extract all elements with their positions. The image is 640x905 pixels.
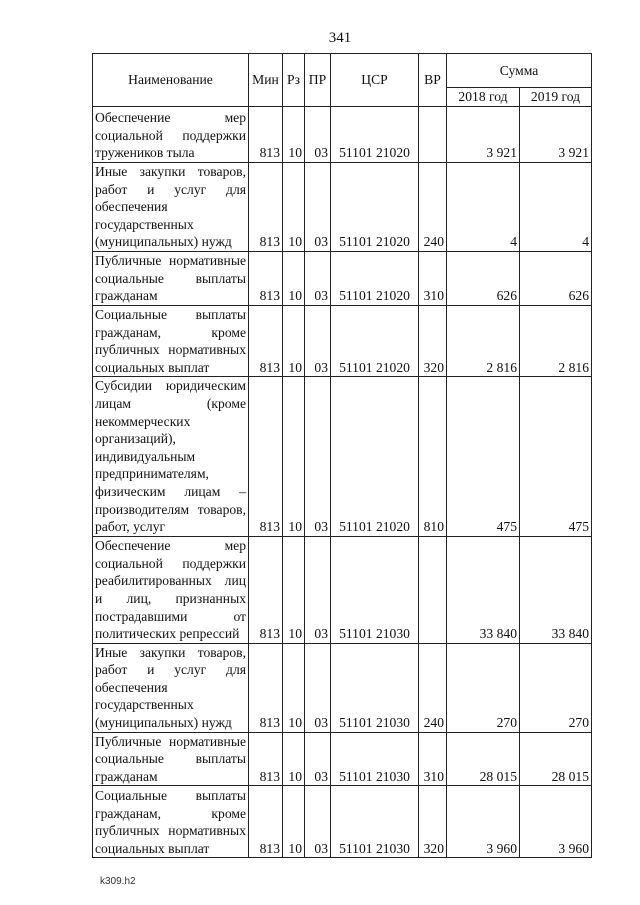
cell-csr: 51101 21030 bbox=[331, 536, 419, 643]
cell-2018: 270 bbox=[447, 643, 520, 732]
cell-2018: 33 840 bbox=[447, 536, 520, 643]
cell-rz: 10 bbox=[283, 377, 305, 536]
cell-2018: 3 921 bbox=[447, 107, 520, 163]
table-row bbox=[93, 305, 592, 376]
cell-min: 813 bbox=[249, 536, 283, 643]
header-year-2018: 2018 год bbox=[447, 88, 520, 107]
row-name: Социальные выплаты гражданам, кроме публичных нормативных социальных выплат bbox=[93, 305, 249, 376]
table-header bbox=[93, 54, 592, 107]
cell-vr: 310 bbox=[419, 732, 447, 786]
cell-pr: 03 bbox=[305, 163, 331, 252]
cell-2019: 33 840 bbox=[520, 536, 592, 643]
cell-2019: 475 bbox=[520, 377, 592, 536]
cell-rz: 10 bbox=[283, 305, 305, 376]
table-row bbox=[93, 786, 592, 858]
cell-rz: 10 bbox=[283, 786, 305, 858]
cell-vr: 240 bbox=[419, 643, 447, 732]
cell-2019: 3 921 bbox=[520, 107, 592, 163]
cell-vr bbox=[419, 107, 447, 163]
cell-vr: 320 bbox=[419, 786, 447, 858]
table-row bbox=[93, 251, 592, 305]
cell-pr: 03 bbox=[305, 107, 331, 163]
cell-csr: 51101 21030 bbox=[331, 732, 419, 786]
cell-rz: 10 bbox=[283, 536, 305, 643]
row-name: Иные закупки товаров, работ и услуг для обеспечения государственных (муниципальных) нужд bbox=[93, 643, 249, 732]
header-name: Наименование bbox=[93, 54, 249, 107]
cell-csr: 51101 21020 bbox=[331, 107, 419, 163]
page-number: 341 bbox=[328, 30, 352, 46]
table-row bbox=[93, 643, 592, 732]
cell-min: 813 bbox=[249, 643, 283, 732]
cell-2018: 28 015 bbox=[447, 732, 520, 786]
cell-pr: 03 bbox=[305, 643, 331, 732]
cell-csr: 51101 21030 bbox=[331, 786, 419, 858]
cell-pr: 03 bbox=[305, 536, 331, 643]
cell-vr: 310 bbox=[419, 251, 447, 305]
cell-pr: 03 bbox=[305, 732, 331, 786]
row-name: Субсидии юридическим лицам (кроме некоммерческих организаций), индивидуальным предпринимателям, физическим лицам – производителям товаров, работ, услуг bbox=[93, 377, 249, 536]
cell-csr: 51101 21020 bbox=[331, 251, 419, 305]
table-row bbox=[93, 732, 592, 786]
cell-vr: 320 bbox=[419, 305, 447, 376]
header-pr: ПР bbox=[305, 54, 331, 107]
cell-2018: 4 bbox=[447, 163, 520, 252]
cell-pr: 03 bbox=[305, 251, 331, 305]
cell-csr: 51101 21020 bbox=[331, 163, 419, 252]
cell-min: 813 bbox=[249, 305, 283, 376]
cell-rz: 10 bbox=[283, 251, 305, 305]
header-sum: Сумма bbox=[447, 54, 592, 88]
cell-min: 813 bbox=[249, 107, 283, 163]
cell-2018: 2 816 bbox=[447, 305, 520, 376]
cell-min: 813 bbox=[249, 786, 283, 858]
cell-rz: 10 bbox=[283, 107, 305, 163]
row-name: Обеспечение мер социальной поддержки тружеников тыла bbox=[93, 107, 249, 163]
row-name: Публичные нормативные социальные выплаты гражданам bbox=[93, 732, 249, 786]
budget-table bbox=[92, 53, 592, 858]
cell-2019: 2 816 bbox=[520, 305, 592, 376]
cell-min: 813 bbox=[249, 732, 283, 786]
footer-code: k309.h2 bbox=[100, 876, 136, 887]
header-year-2019: 2019 год bbox=[520, 88, 592, 107]
row-name: Социальные выплаты гражданам, кроме публичных нормативных социальных выплат bbox=[93, 786, 249, 858]
row-name: Обеспечение мер социальной поддержки реабилитированных лиц и лиц, признанных пострадавшими от политических репрессий bbox=[93, 536, 249, 643]
cell-min: 813 bbox=[249, 251, 283, 305]
cell-2019: 270 bbox=[520, 643, 592, 732]
cell-rz: 10 bbox=[283, 163, 305, 252]
cell-min: 813 bbox=[249, 377, 283, 536]
cell-csr: 51101 21020 bbox=[331, 377, 419, 536]
table-row bbox=[93, 107, 592, 163]
cell-csr: 51101 21020 bbox=[331, 305, 419, 376]
cell-2019: 626 bbox=[520, 251, 592, 305]
header-csr: ЦСР bbox=[331, 54, 419, 107]
cell-2019: 4 bbox=[520, 163, 592, 252]
cell-vr bbox=[419, 536, 447, 643]
cell-vr: 240 bbox=[419, 163, 447, 252]
cell-rz: 10 bbox=[283, 732, 305, 786]
cell-pr: 03 bbox=[305, 305, 331, 376]
header-min: Мин bbox=[249, 54, 283, 107]
cell-2018: 626 bbox=[447, 251, 520, 305]
row-name: Иные закупки товаров, работ и услуг для обеспечения государственных (муниципальных) нужд bbox=[93, 163, 249, 252]
header-vr: ВР bbox=[419, 54, 447, 107]
cell-2019: 28 015 bbox=[520, 732, 592, 786]
table-body bbox=[93, 107, 592, 858]
cell-rz: 10 bbox=[283, 643, 305, 732]
cell-2018: 3 960 bbox=[447, 786, 520, 858]
cell-csr: 51101 21030 bbox=[331, 643, 419, 732]
cell-pr: 03 bbox=[305, 786, 331, 858]
cell-2018: 475 bbox=[447, 377, 520, 536]
cell-vr: 810 bbox=[419, 377, 447, 536]
cell-pr: 03 bbox=[305, 377, 331, 536]
cell-2019: 3 960 bbox=[520, 786, 592, 858]
table-row bbox=[93, 163, 592, 252]
header-rz: Рз bbox=[283, 54, 305, 107]
cell-min: 813 bbox=[249, 163, 283, 252]
table-row bbox=[93, 536, 592, 643]
row-name: Публичные нормативные социальные выплаты гражданам bbox=[93, 251, 249, 305]
table-row bbox=[93, 377, 592, 536]
